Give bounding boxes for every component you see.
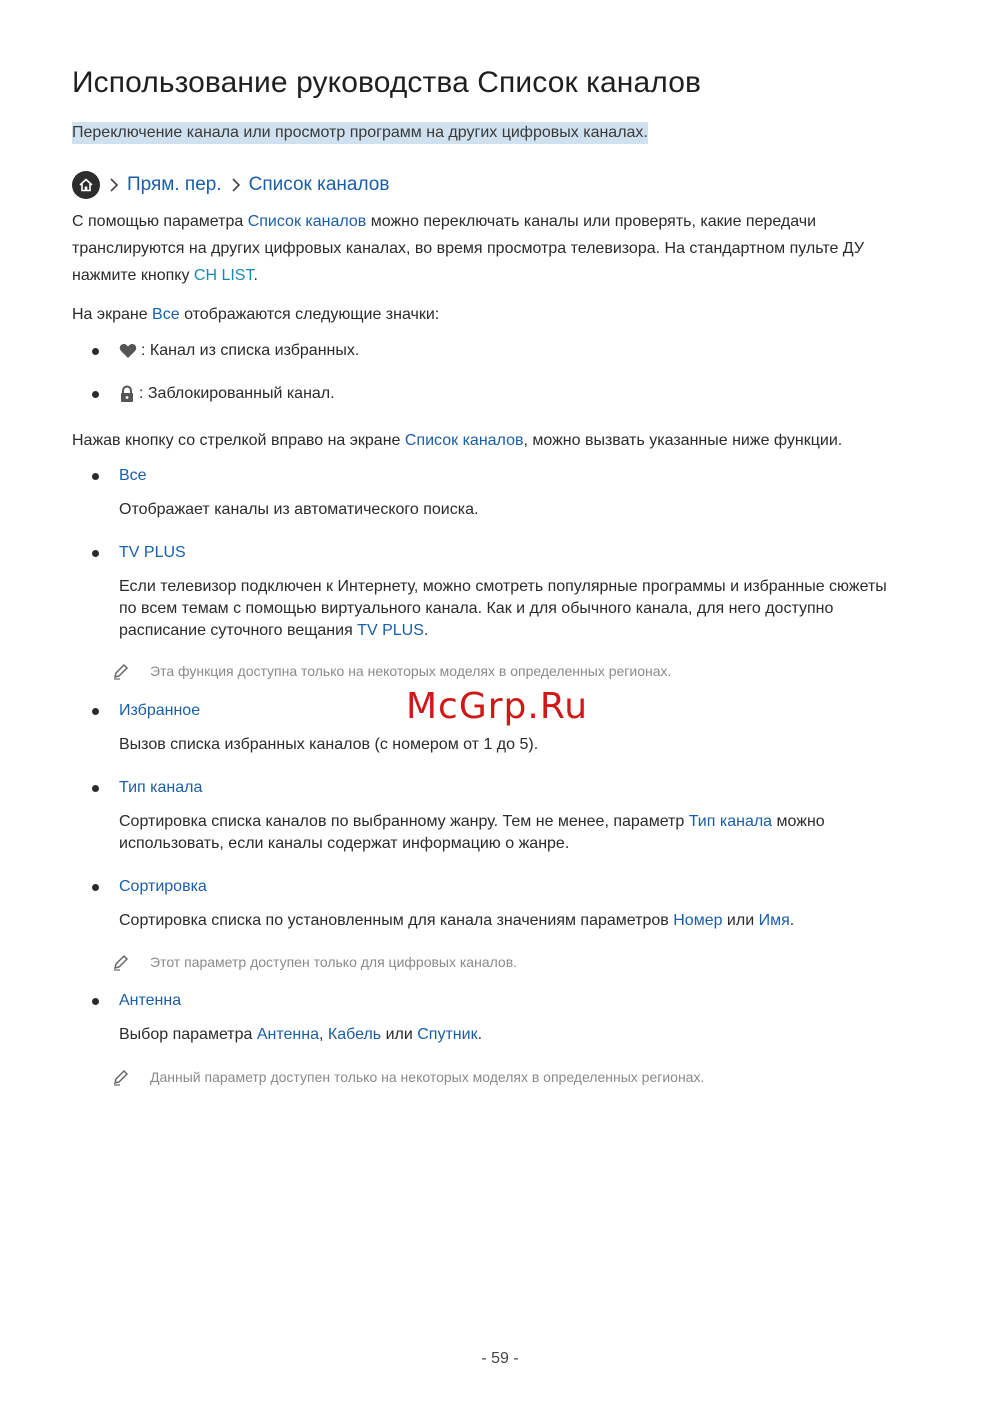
note-tvplus xyxy=(112,662,671,680)
pencil-note-icon xyxy=(112,662,130,680)
list-item xyxy=(92,383,335,405)
page-subtitle: Переключение канала или просмотр программ на других цифровых каналах. xyxy=(72,122,648,144)
intro-text: можно переключать каналы или проверять, какие передачи xyxy=(366,213,817,230)
tvplus-text: расписание суточного вещания xyxy=(119,622,358,639)
intro-text: . xyxy=(253,267,258,284)
note-sort xyxy=(112,953,517,971)
pencil-note-icon xyxy=(112,1068,130,1086)
channel-type-text: можно xyxy=(772,813,825,830)
item-text-sort xyxy=(119,910,929,932)
tvplus-link: TV PLUS xyxy=(357,622,424,639)
sort-text: Сортировка списка по установленным для канала значениям параметров xyxy=(119,912,674,929)
note-antenna xyxy=(112,1068,704,1086)
item-text-all: Отображает каналы из автоматического поиска. xyxy=(119,501,479,518)
channel-type-link: Тип канала xyxy=(688,813,773,830)
icons-intro xyxy=(72,301,439,328)
intro-text: С помощью параметра xyxy=(72,213,248,230)
functions-intro-text: , можно вызвать указанные ниже функции. xyxy=(523,432,843,449)
item-text-tvplus xyxy=(119,576,929,642)
sort-text: или xyxy=(722,912,759,929)
bullet xyxy=(92,884,99,891)
number-link: Номер xyxy=(673,912,723,929)
channel-type-text: Сортировка списка каналов по выбранному жанру. Тем не менее, параметр xyxy=(119,813,689,830)
note-text: Данный параметр доступен только на некоторых моделях в определенных регионах. xyxy=(150,1069,705,1085)
intro-paragraph xyxy=(72,208,864,289)
sort-text: . xyxy=(789,912,795,929)
icon-description: : Заблокированный канал. xyxy=(139,385,335,402)
bullet xyxy=(92,473,99,480)
item-text-channel-type xyxy=(119,811,929,855)
item-heading-all: Все xyxy=(119,467,147,484)
item-heading-antenna: Антенна xyxy=(119,992,182,1009)
channel-list-link: Список каналов xyxy=(247,213,367,230)
watermark: McGrp.Ru xyxy=(406,686,589,727)
channel-list-link: Список каналов xyxy=(404,432,524,449)
lock-icon xyxy=(119,385,135,403)
icons-intro-text: На экране xyxy=(72,306,153,323)
bullet xyxy=(92,998,99,1005)
intro-text: нажмите кнопку xyxy=(72,267,194,284)
item-heading-tvplus: TV PLUS xyxy=(119,544,186,561)
icon-description: : Канал из списка избранных. xyxy=(141,342,360,359)
breadcrumb xyxy=(72,170,389,200)
note-text: Эта функция доступна только на некоторых моделях в определенных регионах. xyxy=(150,663,672,679)
bullet xyxy=(92,785,99,792)
item-heading-channel-type: Тип канала xyxy=(119,779,203,796)
home-icon[interactable] xyxy=(72,171,100,199)
cable-link: Кабель xyxy=(327,1026,382,1043)
antenna-text: , xyxy=(319,1026,328,1043)
tvplus-text: по всем темам с помощью виртуального канала. Как и для обычного канала, для него доступно xyxy=(119,600,834,617)
name-link: Имя xyxy=(758,912,790,929)
functions-intro xyxy=(72,427,842,454)
antenna-text: . xyxy=(477,1026,483,1043)
ch-list-key: CH LIST xyxy=(193,267,254,284)
heart-icon xyxy=(119,343,137,359)
bullet xyxy=(92,348,99,355)
tvplus-text: . xyxy=(423,622,429,639)
all-link: Все xyxy=(152,306,180,323)
note-text: Этот параметр доступен только для цифровых каналов. xyxy=(150,954,518,970)
pencil-note-icon xyxy=(112,953,130,971)
item-heading-favorites: Избранное xyxy=(119,702,201,719)
antenna-text: Выбор параметра xyxy=(119,1026,257,1043)
chevron-right-icon xyxy=(231,177,241,193)
page-title: Использование руководства Список каналов xyxy=(72,66,702,99)
page-number: - 59 - xyxy=(481,1350,519,1367)
bullet xyxy=(92,391,99,398)
breadcrumb-item-live[interactable]: Прям. пер. xyxy=(127,174,222,195)
functions-intro-text: Нажав кнопку со стрелкой вправо на экране xyxy=(72,432,405,449)
intro-text: транслируются на других цифровых каналах, во время просмотра телевизора. На стандартном пульте ДУ xyxy=(72,240,864,257)
satellite-link: Спутник xyxy=(417,1026,478,1043)
tvplus-text: Если телевизор подключен к Интернету, можно смотреть популярные программы и избранные сюжеты xyxy=(119,578,887,595)
chevron-right-icon xyxy=(109,177,119,193)
item-heading-sort: Сортировка xyxy=(119,878,207,895)
channel-type-text: использовать, если каналы содержат информацию о жанре. xyxy=(119,835,570,852)
antenna-text: или xyxy=(381,1026,418,1043)
breadcrumb-item-channel-list[interactable]: Список каналов xyxy=(248,174,390,195)
bullet xyxy=(92,550,99,557)
icons-intro-text: отображаются следующие значки: xyxy=(179,306,440,323)
item-text-antenna xyxy=(119,1024,929,1046)
bullet xyxy=(92,708,99,715)
antenna-link: Антенна xyxy=(256,1026,319,1043)
item-text-favorites: Вызов списка избранных каналов (с номером от 1 до 5). xyxy=(119,736,539,753)
list-item xyxy=(92,340,359,362)
